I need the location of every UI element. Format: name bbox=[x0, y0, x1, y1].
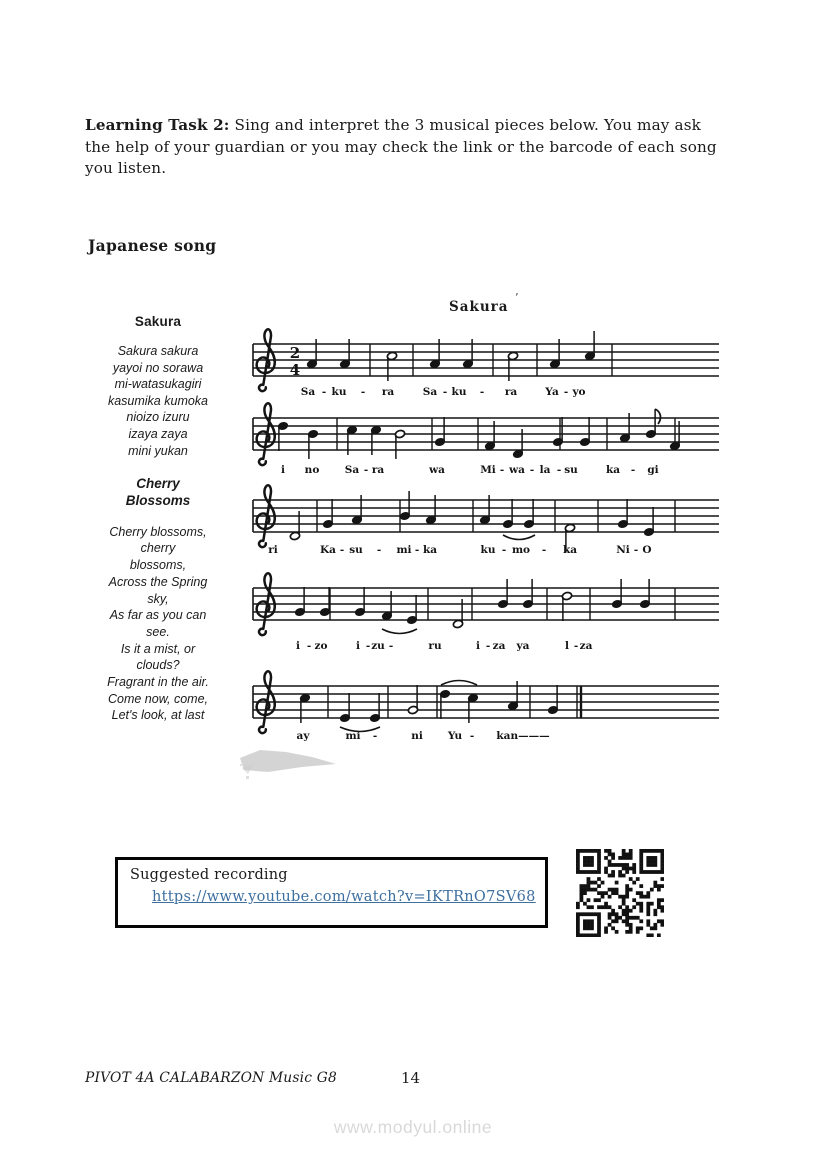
note bbox=[553, 417, 564, 447]
lyric-syllable: i bbox=[296, 640, 300, 652]
sidebar-song-title: Sakura bbox=[134, 314, 182, 329]
lyric-syllable: - bbox=[499, 464, 505, 476]
lyric-syllable: Ka bbox=[320, 544, 336, 556]
lyric-syllable: Sa bbox=[344, 464, 360, 476]
staff-system bbox=[245, 656, 725, 738]
lyric-syllable: ay bbox=[296, 730, 310, 742]
note bbox=[323, 499, 334, 529]
slur bbox=[382, 629, 417, 634]
note bbox=[524, 499, 535, 529]
slur bbox=[441, 681, 477, 686]
lyric-syllable: - bbox=[573, 640, 579, 652]
note bbox=[400, 491, 411, 521]
lyric-syllable: Ya bbox=[545, 386, 559, 398]
lyric-syllable: kan——— bbox=[496, 730, 550, 742]
lyric-syllable: ra bbox=[371, 464, 385, 476]
lyric-line: izaya zaya bbox=[128, 426, 188, 441]
staff-system bbox=[245, 558, 725, 640]
note bbox=[320, 587, 331, 617]
note bbox=[395, 429, 406, 459]
suggested-recording-label: Suggested recording bbox=[130, 867, 288, 883]
lyric-syllable: Mi bbox=[480, 464, 496, 476]
lyric-syllable: no bbox=[304, 464, 320, 476]
note bbox=[644, 507, 655, 537]
staff-system bbox=[245, 388, 725, 470]
learning-task-paragraph bbox=[85, 115, 717, 180]
lyric-syllable: - bbox=[306, 640, 312, 652]
note bbox=[355, 587, 366, 617]
note bbox=[562, 591, 573, 621]
lyric-syllable: - bbox=[563, 386, 569, 398]
lyric-syllable: ya bbox=[516, 640, 530, 652]
learning-task-text: Sing and interpret the 3 musical pieces below. You may ask the help of your guardian or you may check the link or the barcode of each song you listen. bbox=[85, 116, 717, 178]
lyric-syllable: zu bbox=[371, 640, 385, 652]
lyric-syllable: - bbox=[414, 544, 420, 556]
lyric-line: Is it a mist, or bbox=[120, 641, 196, 656]
lyric-syllable: - bbox=[442, 386, 448, 398]
lyric-line: mi-watasukagiri bbox=[114, 377, 202, 392]
lyric-syllable: - bbox=[501, 544, 507, 556]
score-title: Sakura bbox=[449, 299, 509, 315]
lyric-syllable: ka bbox=[422, 544, 438, 556]
lyric-syllable: za bbox=[579, 640, 593, 652]
lyric-syllable: ra bbox=[504, 386, 518, 398]
lyric-line: Blossoms bbox=[125, 492, 191, 508]
lyric-syllable: ri bbox=[268, 544, 278, 556]
lyric-line: Across the Spring bbox=[108, 574, 208, 589]
lyric-line: kasumika kumoka bbox=[107, 393, 209, 408]
lyrics-sidebar bbox=[80, 314, 236, 724]
lyric-syllable: mi bbox=[345, 730, 361, 742]
lyric-syllable: su bbox=[349, 544, 363, 556]
lyric-syllable: l bbox=[565, 640, 569, 652]
lyric-line: nioizo izuru bbox=[126, 410, 190, 425]
lyric-line: yayoi no sorawa bbox=[112, 360, 204, 375]
lyric-syllable: - bbox=[529, 464, 535, 476]
note bbox=[370, 693, 381, 723]
note bbox=[503, 499, 514, 529]
note bbox=[548, 685, 559, 715]
note bbox=[585, 331, 596, 361]
lyric-line: Cherry blossoms, bbox=[109, 524, 207, 539]
lyric-line: Come now, come, bbox=[107, 691, 209, 706]
lyric-line: Let's look, at last bbox=[111, 708, 205, 723]
lyric-syllable: gi bbox=[647, 464, 659, 476]
lyric-syllable: - bbox=[376, 544, 382, 556]
lyric-syllable: - bbox=[485, 640, 491, 652]
staff-system bbox=[245, 470, 725, 552]
lyric-syllable: wa bbox=[429, 464, 445, 476]
lyric-syllable: - bbox=[469, 730, 475, 742]
lyric-syllable: - bbox=[388, 640, 394, 652]
note bbox=[407, 595, 418, 625]
lyric-syllable: - bbox=[363, 464, 369, 476]
watermark: www.modyul.online bbox=[333, 1117, 493, 1137]
lyric-line: sky, bbox=[147, 591, 169, 606]
time-signature-top: 2 bbox=[289, 344, 301, 362]
lyric-syllable: zo bbox=[314, 640, 328, 652]
lyric-syllable: ni bbox=[411, 730, 423, 742]
score-title-tick-mark: ’ bbox=[515, 291, 519, 304]
lyric-syllable: i bbox=[476, 640, 480, 652]
staff-system bbox=[245, 314, 725, 396]
lyric-syllable: - bbox=[630, 464, 636, 476]
lyric-syllable: - bbox=[339, 544, 345, 556]
lyric-syllable: O bbox=[642, 544, 652, 556]
lyric-syllable: ka bbox=[562, 544, 578, 556]
lyric-line: Cherry bbox=[136, 476, 180, 492]
note bbox=[618, 499, 629, 529]
lyric-line: blossoms, bbox=[129, 558, 187, 573]
note bbox=[580, 417, 591, 447]
lyric-syllable: ru bbox=[428, 640, 442, 652]
lyric-syllable: ra bbox=[381, 386, 395, 398]
lyric-line: clouds? bbox=[136, 658, 180, 673]
slur bbox=[503, 535, 535, 540]
note bbox=[523, 579, 534, 609]
learning-task-label: Learning Task 2: bbox=[85, 116, 230, 135]
lyric-syllable: - bbox=[479, 386, 485, 398]
sidebar-english-title bbox=[80, 476, 236, 510]
note bbox=[640, 579, 651, 609]
time-signature-bottom: 4 bbox=[289, 361, 301, 379]
romaji-lyrics bbox=[80, 343, 236, 459]
english-lyrics bbox=[80, 524, 236, 724]
lyric-line: Fragrant in the air. bbox=[107, 675, 209, 690]
footer-text: PIVOT 4A CALABARZON Music G8 bbox=[85, 1070, 337, 1086]
note bbox=[498, 579, 509, 609]
note bbox=[408, 685, 419, 715]
note bbox=[295, 587, 306, 617]
lyric-syllable: mi bbox=[396, 544, 412, 556]
lyric-syllable: ku bbox=[451, 386, 467, 398]
lyric-syllable: - bbox=[556, 464, 562, 476]
note bbox=[440, 689, 451, 719]
lyric-syllable: i bbox=[356, 640, 360, 652]
lyric-syllable: Sa bbox=[422, 386, 438, 398]
note bbox=[308, 429, 319, 459]
lyric-syllable: ku bbox=[331, 386, 347, 398]
note bbox=[278, 421, 289, 451]
lyric-syllable: - bbox=[365, 640, 371, 652]
lyric-syllable: Yu bbox=[447, 730, 463, 742]
lyric-syllable: - bbox=[633, 544, 639, 556]
lyric-syllable: - bbox=[360, 386, 366, 398]
note bbox=[612, 579, 623, 609]
lyric-syllable: - bbox=[372, 730, 378, 742]
lyric-syllable: su bbox=[564, 464, 578, 476]
lyric-syllable: i bbox=[281, 464, 285, 476]
section-heading: Japanese song bbox=[88, 236, 217, 255]
lyric-line: As far as you can bbox=[109, 608, 207, 623]
lyric-syllable: Sa bbox=[300, 386, 316, 398]
lyric-syllable: - bbox=[321, 386, 327, 398]
scan-smudge bbox=[238, 744, 342, 788]
lyric-syllable: la bbox=[539, 464, 551, 476]
lyric-line: Sakura sakura bbox=[117, 344, 199, 358]
lyric-line: cherry bbox=[140, 541, 176, 556]
note bbox=[340, 693, 351, 723]
page-number: 14 bbox=[401, 1069, 421, 1087]
lyric-syllable: wa bbox=[509, 464, 525, 476]
lyric-syllable: za bbox=[492, 640, 506, 652]
lyric-line: mini yukan bbox=[128, 443, 188, 458]
lyric-syllable: ka bbox=[605, 464, 621, 476]
lyric-syllable: - bbox=[541, 544, 547, 556]
suggested-recording-box bbox=[115, 857, 548, 928]
note bbox=[435, 417, 446, 447]
lyric-syllable: ku bbox=[480, 544, 496, 556]
youtube-link[interactable]: https://www.youtube.com/watch?v=IKTRnO7SV68 bbox=[152, 889, 536, 905]
lyric-line: see. bbox=[146, 624, 170, 639]
lyric-syllable: mo bbox=[511, 544, 531, 556]
qr-code bbox=[576, 849, 664, 937]
lyric-syllable: yo bbox=[572, 386, 586, 398]
lyric-syllable: Ni bbox=[616, 544, 630, 556]
